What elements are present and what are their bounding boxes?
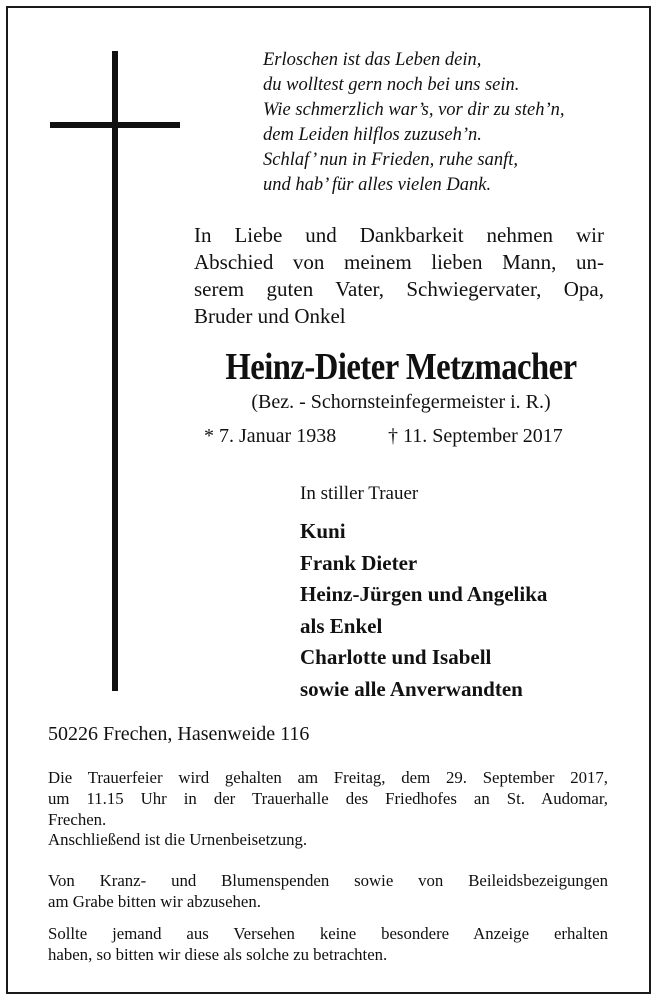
farewell-intro [194, 222, 604, 330]
deceased-title: (Bez. - Schornsteinfegermeister i. R.) [251, 391, 551, 413]
mourners-list [300, 516, 547, 705]
notice-line: Sollte jemand aus Versehen keine besondere Anzeige erhalten [48, 924, 608, 943]
intro-line: Abschied von meinem lieben Mann, un- [194, 250, 604, 274]
mourner-name: Frank Dieter [300, 550, 418, 575]
funeral-line: um 11.15 Uhr in der Trauerhalle des Friedhofes an St. Audomar, [48, 788, 608, 808]
funeral-line: Anschließend ist die Urnenbeisetzung. [48, 830, 308, 850]
intro-line: In Liebe und Dankbarkeit nehmen wir [194, 223, 604, 247]
death-date: † 11. September 2017 [388, 425, 563, 447]
missed-notice [48, 924, 608, 966]
mourner-name: Kuni [300, 519, 346, 543]
mourner-name: sowie alle Anverwandten [300, 676, 523, 701]
poem-line: Wie schmerzlich war’s, vor dir zu steh’n, [263, 100, 565, 120]
deceased-name: Heinz-Dieter Metzmacher [225, 346, 577, 388]
cross-vertical-bar [112, 51, 118, 691]
cross-horizontal-bar [50, 122, 180, 128]
mourning-heading: In stiller Trauer [300, 483, 419, 504]
memorial-poem [263, 48, 564, 198]
funeral-line: Frechen. [48, 809, 107, 829]
poem-line: Schlaf’ nun in Frieden, ruhe sanft, [263, 150, 519, 170]
family-address: 50226 Frechen, Hasenweide 116 [48, 723, 310, 745]
poem-line: und hab’ für alles vielen Dank. [263, 175, 492, 195]
birth-date: * 7. Januar 1938 [204, 425, 337, 447]
funeral-info [48, 768, 608, 851]
intro-line: Bruder und Onkel [194, 304, 346, 328]
poem-line: Erloschen ist das Leben dein, [263, 50, 482, 70]
notice-line: haben, so bitten wir diese als solche zu betrachten. [48, 944, 388, 964]
poem-line: dem Leiden hilflos zuzuseh’n. [263, 125, 482, 145]
donation-line: Von Kranz- und Blumenspenden sowie von Beileidsbezeigungen [48, 871, 608, 890]
funeral-line: Die Trauerfeier wird gehalten am Freitag, dem 29. September 2017, [48, 768, 608, 787]
donation-line: am Grabe bitten wir abzusehen. [48, 891, 261, 911]
mourner-name: Heinz-Jürgen und Angelika [300, 582, 548, 606]
donation-notice [48, 871, 608, 913]
mourner-name: Charlotte und Isabell [300, 645, 492, 669]
intro-line: serem guten Vater, Schwiegervater, Opa, [194, 277, 604, 301]
poem-line: du wolltest gern noch bei uns sein. [263, 75, 520, 95]
mourner-name: als Enkel [300, 613, 383, 638]
